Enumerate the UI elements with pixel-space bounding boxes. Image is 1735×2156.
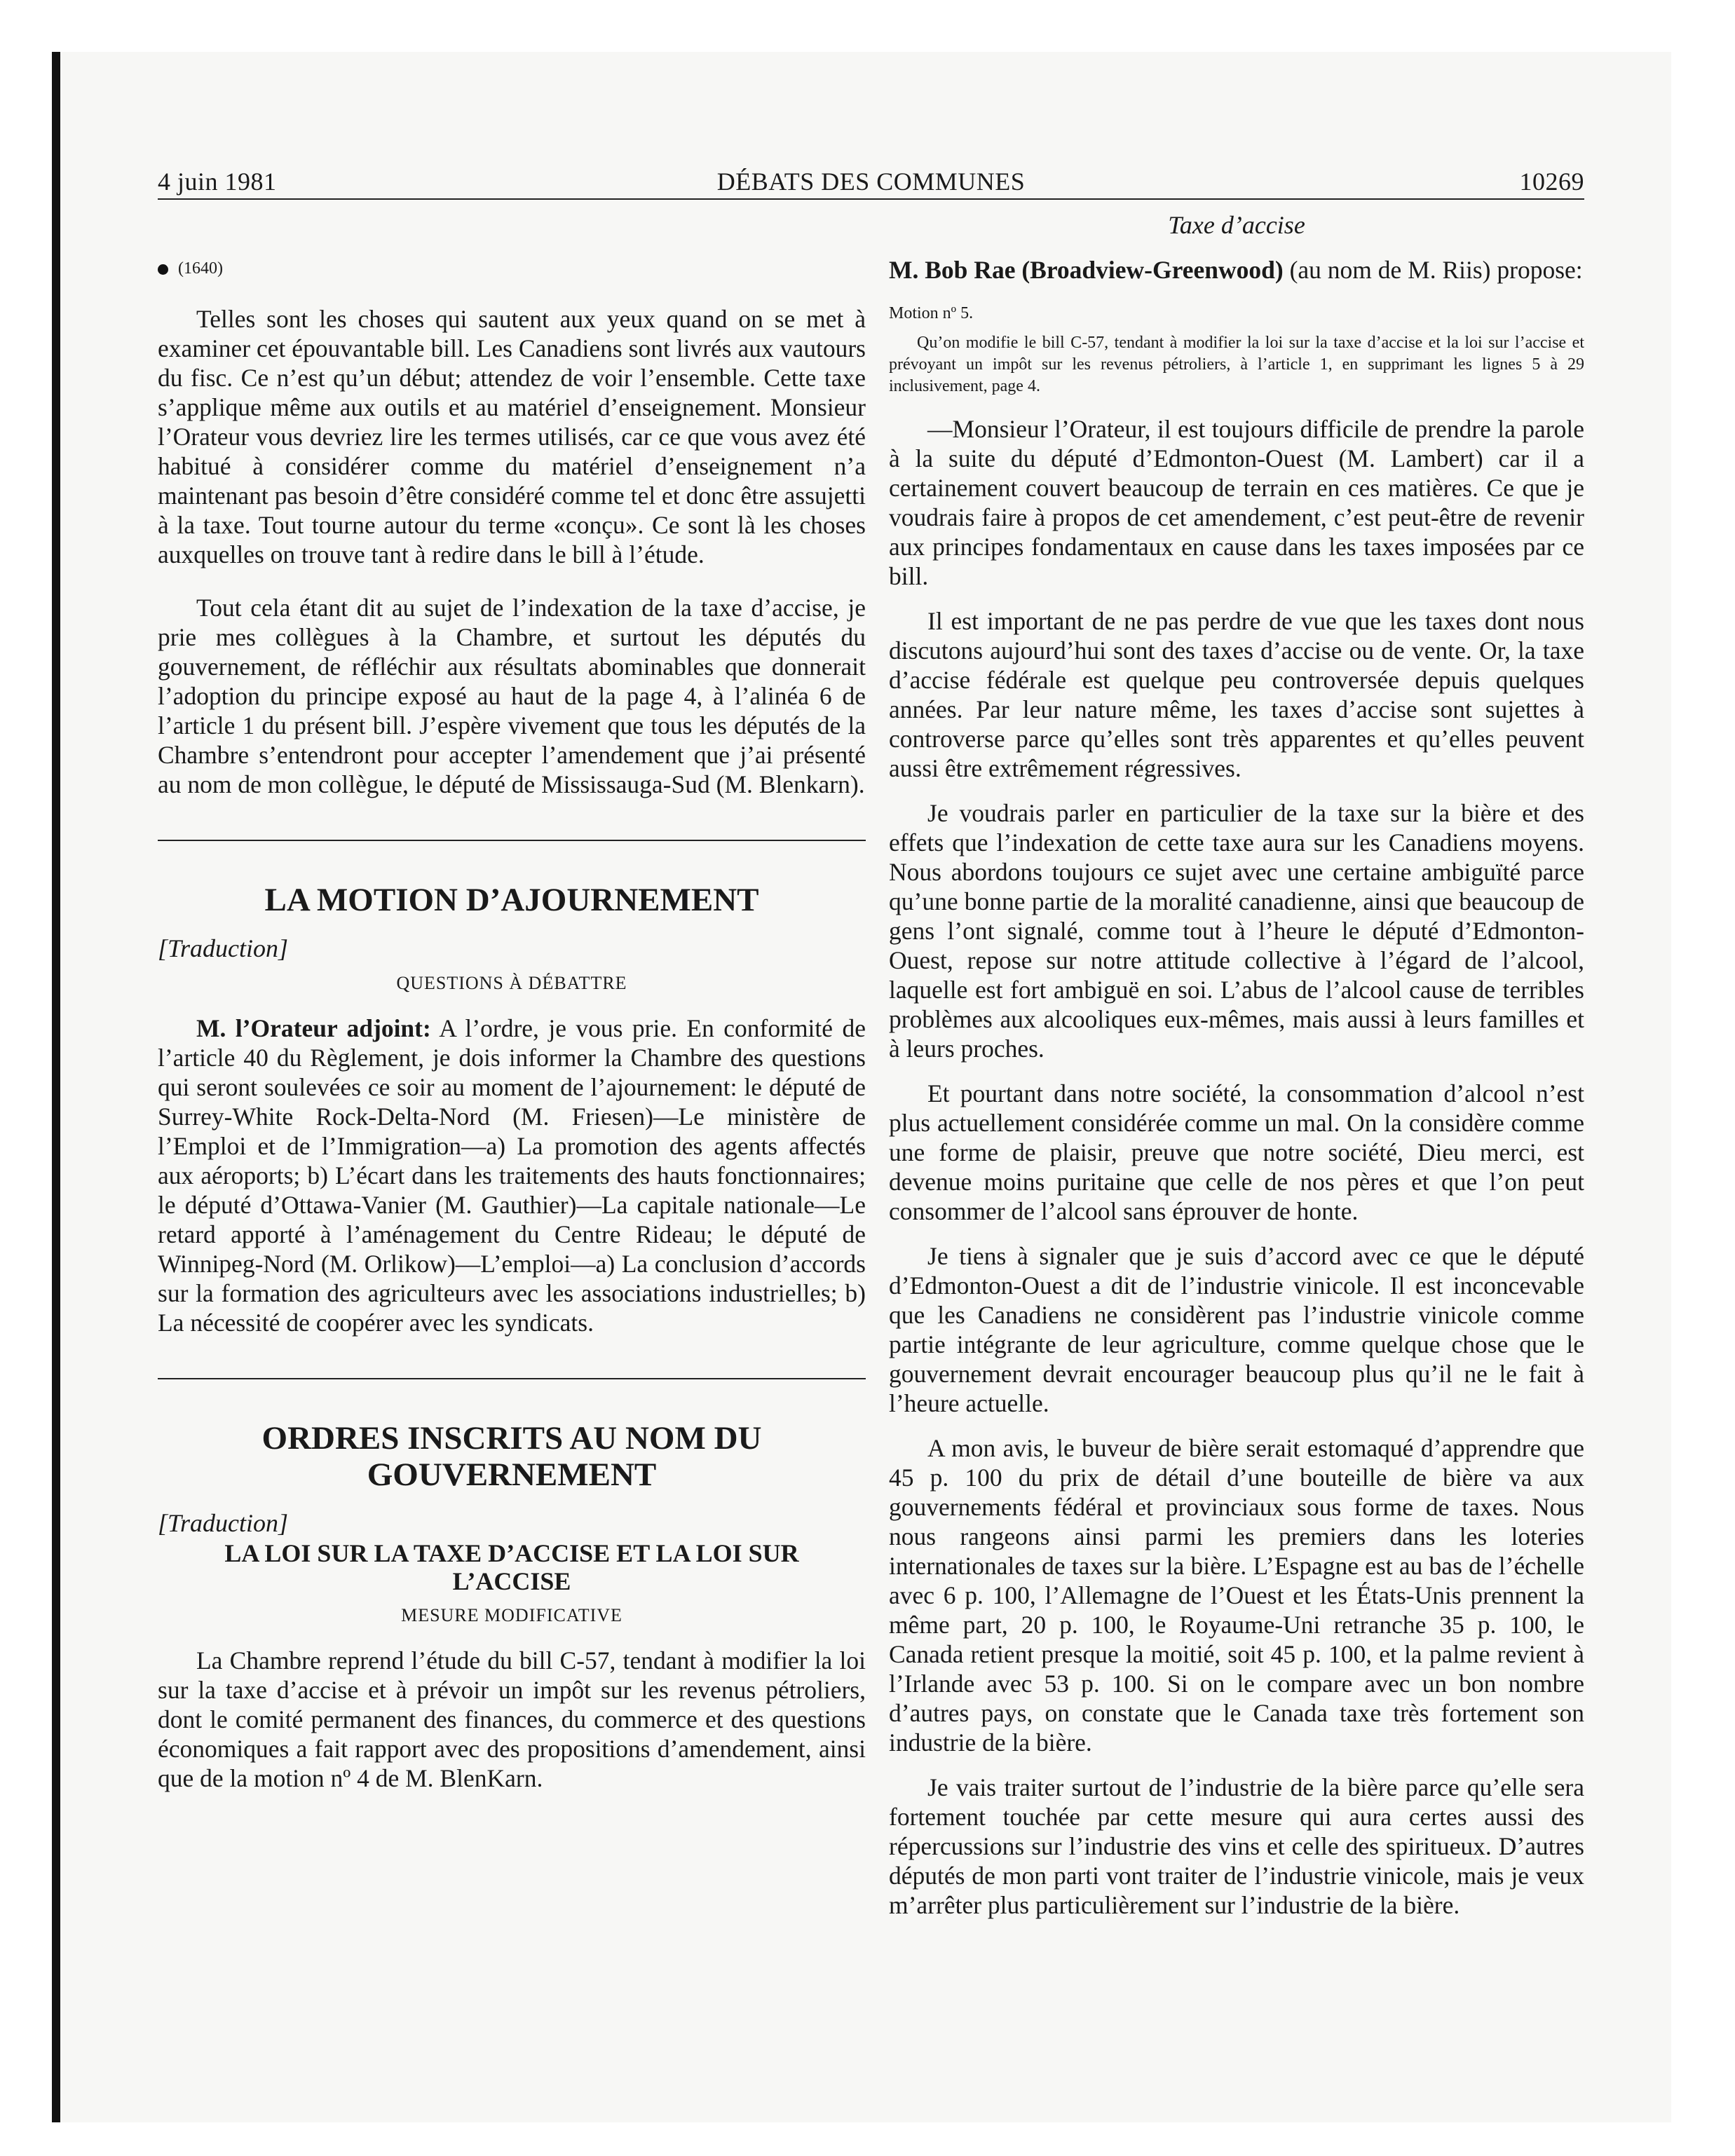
motion-label: Motion nº 5. [889, 304, 974, 322]
section-title: ORDRES INSCRITS AU NOM DU GOUVERNEMENT [261, 1420, 762, 1493]
section-divider [158, 840, 866, 841]
running-head: Taxe d’accise [1168, 211, 1305, 239]
section-divider [158, 1378, 866, 1379]
section-title: LA MOTION D’AJOURNEMENT [264, 882, 759, 918]
paragraph: Telles sont les choses qui sautent aux yeux quand on se met à examiner cet épouvantable bill. Les Canadiens sont livrés aux vautours du fisc. Ce n’est qu’un début; attendez de voir l’ensemble. Cette taxe s’applique même aux outils et au matériel d’enseignement. Monsieur l’Orateur vous devriez lire les termes utilisés, car ce que vous avez été habitué à considérer comme du matériel d’enseignement n’a maintenant pas besoin d’être considéré comme tel et donc être assujetti à la taxe. Tout tourne autour du terme «conçu». Ce sont là les choses auxquelles on trouve tant à redire dans le bill à l’étude. [158, 305, 866, 568]
speaker-name: M. l’Orateur adjoint: [196, 1014, 431, 1042]
translation-note: [Traduction] [158, 1509, 289, 1537]
binding-edge [52, 52, 60, 2122]
motion-text: Qu’on modifie le bill C-57, tendant à modifier la loi sur la taxe d’accise et la loi sur l’accise et prévoyant un impôt sur les revenus pétroliers, à l’article 1, en supprimant les lignes 5 à 29 inclusivement, page 4. [889, 334, 1584, 395]
section-subheading: MESURE MODIFICATIVE [401, 1605, 622, 1625]
paragraph: A mon avis, le buveur de bière serait estomaqué d’apprendre que 45 p. 100 du prix de détail d’une bouteille de bière va aux gouvernements fédéral et provinciaux sous forme de taxes. Nous nous rangeons ainsi parmi les premiers dans les loteries internationales de taxes sur la bière. L’Espagne est au bas de l’échelle avec 6 p. 100, l’Allemagne de l’Ouest et les États-Unis prennent la même part, 20 p. 100, le Royaume-Uni retranche 35 p. 100, le Canada retient presque la moitié, soit 45 p. 100, et la palme revient à l’Irlande avec 53 p. 100. Si on le compare avec un bon nombre d’autres pays, on constate que le Canada taxe très fortement son industrie de la bière. [889, 1434, 1584, 1756]
paragraph: Il est important de ne pas perdre de vue que les taxes dont nous discutons aujourd’hui sont des taxes d’accise ou de vente. Or, la taxe d’accise fédérale est quelque peu controversée depuis quelques années. Par leur nature même, les taxes d’accise sont sujettes à controverse parce qu’elles sont très apparentes et qu’elles peuvent aussi être extrêmement régressives. [889, 607, 1584, 782]
header-rule [158, 198, 1584, 200]
paragraph: Je tiens à signaler que je suis d’accord avec ce que le député d’Edmonton-Ouest a dit de l’industrie vinicole. Il est inconcevable que les Canadiens ne considèrent pas l’industrie vinicole comme partie intégrante de leur agriculture, comme quelque chose que le gouvernement devrait encourager beaucoup plus qu’il ne le fait à l’heure actuelle. [889, 1242, 1584, 1417]
translation-note: [Traduction] [158, 934, 289, 962]
right-column [889, 210, 1584, 1920]
paragraph: Et pourtant dans notre société, la consommation d’alcool n’est plus actuellement considérée comme un mal. On la considère comme une forme de plaisir, preuve que notre société, Dieu merci, est devenue moins puritaine que celle de nos pères et que l’on peut consommer de l’alcool sans éprouver de honte. [889, 1079, 1584, 1225]
time-marker: (1640) [158, 254, 866, 283]
paragraph: Je vais traiter surtout de l’industrie de la bière parce qu’elle sera fortement touchée par cette mesure qui aura certes aussi des répercussions sur l’industrie des vins et celle des spiritueux. D’autres députés de mon parti vont traiter de l’industrie vinicole, mais je veux m’arrêter plus particulièrement sur l’industrie de la bière. [889, 1773, 1584, 1919]
paragraph: Tout cela étant dit au sujet de l’indexation de la taxe d’accise, je prie mes collègues à la Chambre, et surtout les députés du gouvernement, de réfléchir aux résultats abominables que donnerait l’adoption du principe exposé au haut de la page 4, à l’alinéa 6 de l’article 1 du présent bill. J’espère vivement que tous les députés de la Chambre s’entendront pour accepter l’amendement que j’ai présenté au nom de mon collègue, le député de Mississauga-Sud (M. Blenkarn). [158, 594, 866, 798]
section-subtitle: QUESTIONS À DÉBATTRE [396, 973, 627, 993]
header-page-number: 10269 [1519, 168, 1584, 196]
bill-title: LA LOI SUR LA TAXE D’ACCISE ET LA LOI SUR L’ACCISE [224, 1539, 799, 1595]
paragraph: La Chambre reprend l’étude du bill C-57, tendant à modifier la loi sur la taxe d’accise et à prévoir un impôt sur les revenus pétroliers, dont le comité permanent des finances, du commerce et des questions économiques a fait rapport avec des propositions d’amendement, ainsi que de la motion nº 4 de M. BlenKarn. [158, 1646, 866, 1792]
header-date: 4 juin 1981 [158, 168, 277, 196]
paragraph: M. Bob Rae (Broadview-Greenwood) (au nom de M. Riis) propose: [889, 256, 1583, 284]
left-column [158, 210, 866, 1793]
paragraph: M. l’Orateur adjoint: A l’ordre, je vous prie. En conformité de l’article 40 du Règlement, je dois informer la Chambre des questions qui seront soulevées ce soir au moment de l’ajournement: le député de Surrey-White Rock-Delta-Nord (M. Friesen)—Le ministère de l’Emploi et de l’Immigration—a) La promotion des agents affectés aux aéroports; b) L’écart dans les traitements des hauts fonctionnaires; le député d’Ottawa-Vanier (M. Gauthier)—La capitale nationale—Le retard apporté à l’aménagement du Centre Rideau; le député de Winnipeg-Nord (M. Orlikow)—L’emploi—a) La conclusion d’accords sur la formation des agriculteurs avec les associations industrielles; b) La nécessité de coopérer avec les syndicats. [158, 1014, 866, 1337]
bullet-icon [158, 264, 168, 275]
header-title: DÉBATS DES COMMUNES [716, 168, 1026, 196]
paragraph: Je voudrais parler en particulier de la taxe sur la bière et des effets que l’indexation de cette taxe aura sur les Canadiens moyens. Nous abordons toujours ce sujet avec une certaine ambiguïté parce qu’une bonne partie de la moralité canadienne, ainsi que beaucoup de gens l’ont signalé, comme tout à l’heure le député d’Edmonton-Ouest, repose sur notre attitude collective à l’égard de l’alcool, laquelle est fort ambiguë en soi. L’abus de l’alcool cause de terribles problèmes aux alcooliques eux-mêmes, mais aussi à leurs familles et à leurs proches. [889, 799, 1584, 1063]
speaker-name: M. Bob Rae (Broadview-Greenwood) [889, 256, 1284, 284]
paragraph: —Monsieur l’Orateur, il est toujours difficile de prendre la parole à la suite du député d’Edmonton-Ouest (M. Lambert) car il a certainement couvert beaucoup de terrain en ces matières. Ce que je voudrais faire à propos de cet amendement, c’est peut-être de revenir aux principes fondamentaux en cause dans les taxes imposées par ce bill. [889, 415, 1584, 590]
